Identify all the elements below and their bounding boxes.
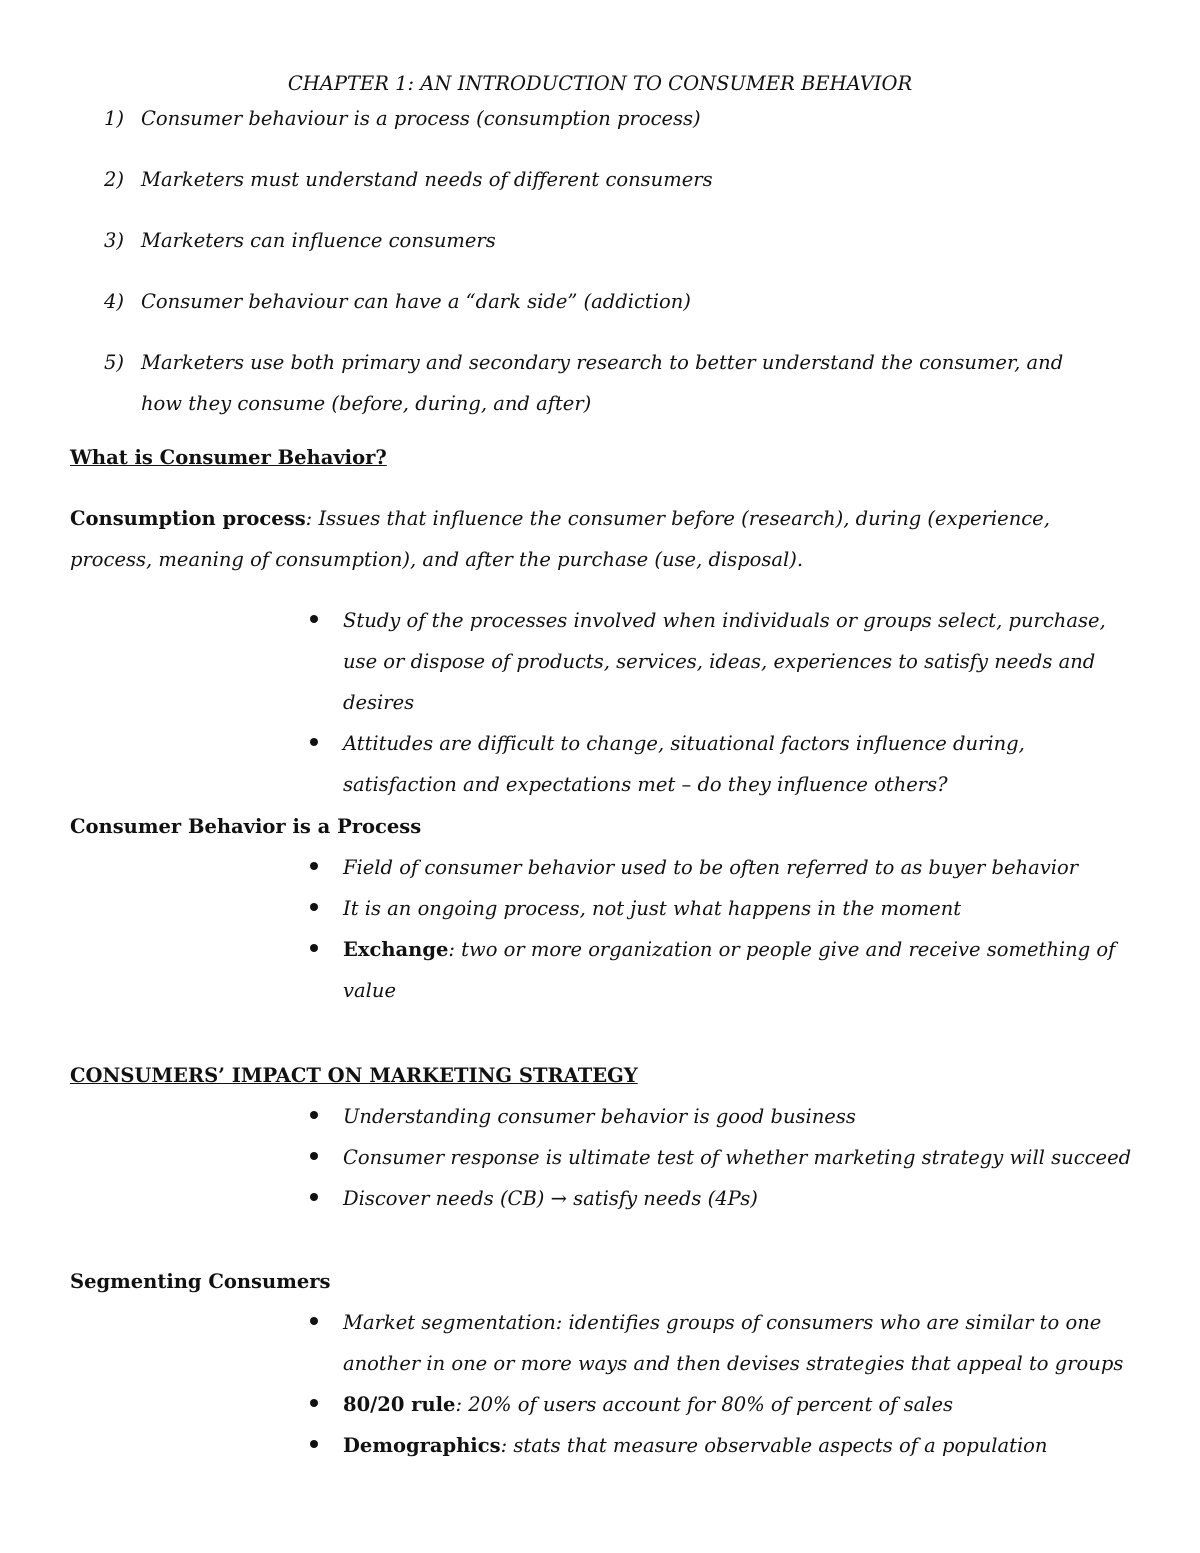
list-item-text: Consumer behaviour is a process (consumption process) bbox=[141, 107, 701, 130]
bullet-list-what-is-cb bbox=[0, 600, 1200, 805]
list-number: 3) bbox=[104, 229, 125, 252]
list-item-text: Consumer behaviour can have a “dark side” (addiction) bbox=[141, 290, 691, 313]
list-item bbox=[0, 600, 1200, 723]
definition-text: : two or more organization or people give and receive something of value bbox=[343, 938, 1116, 1002]
bullet-text: Consumer response is ultimate test of whether marketing strategy will succeed bbox=[343, 1146, 1132, 1169]
list-item bbox=[0, 159, 1200, 200]
list-item bbox=[0, 220, 1200, 261]
definition-text: : Issues that influence the consumer before (research), during (experience, process, meaning of consumption), and after the purchase (use, disposal). bbox=[70, 507, 1050, 571]
list-item bbox=[0, 1178, 1200, 1219]
list-item-text: Marketers use both primary and secondary research to better understand the consumer, and how they consume (before, during, and after) bbox=[141, 351, 1064, 415]
bullet-icon bbox=[310, 1440, 318, 1448]
list-item bbox=[0, 723, 1200, 805]
list-item bbox=[0, 1302, 1200, 1384]
term-80-20-rule: 80/20 rule bbox=[343, 1393, 456, 1416]
list-item bbox=[0, 929, 1200, 1011]
list-item-text: Marketers can influence consumers bbox=[141, 229, 496, 252]
section-heading-cb-process: Consumer Behavior is a Process bbox=[70, 815, 422, 838]
list-item bbox=[0, 98, 1200, 139]
bullet-icon bbox=[310, 862, 318, 870]
bullet-icon bbox=[310, 1317, 318, 1325]
term-consumption-process: Consumption process bbox=[70, 507, 306, 530]
bullet-text: It is an ongoing process, not just what happens in the moment bbox=[343, 897, 962, 920]
bullet-list-cb-process bbox=[0, 847, 1200, 1011]
bullet-icon bbox=[310, 944, 318, 952]
bullet-icon bbox=[310, 615, 318, 623]
list-number: 5) bbox=[104, 351, 125, 374]
chapter-title: CHAPTER 1: AN INTRODUCTION TO CONSUMER BEHAVIOR bbox=[287, 72, 913, 95]
list-number: 2) bbox=[104, 168, 125, 191]
list-item-text: Marketers must understand needs of different consumers bbox=[141, 168, 713, 191]
bullet-icon bbox=[310, 1193, 318, 1201]
bullet-text: Field of consumer behavior used to be often referred to as buyer behavior bbox=[343, 856, 1079, 879]
bullet-icon bbox=[310, 903, 318, 911]
bullet-text bbox=[343, 929, 1143, 1011]
list-item bbox=[0, 847, 1200, 888]
bullet-text: Market segmentation: identifies groups of consumers who are similar to one another in one or more ways and then devises strategies that appeal to groups bbox=[343, 1311, 1124, 1375]
bullet-text: Discover needs (CB) → satisfy needs (4Ps) bbox=[343, 1187, 758, 1210]
term-demographics: Demographics bbox=[343, 1434, 501, 1457]
bullet-text: Attitudes are difficult to change, situational factors influence during, satisfaction and expectations met – do they influence others? bbox=[343, 732, 1025, 796]
key-points-list bbox=[0, 98, 1200, 424]
bullet-text bbox=[343, 1384, 1143, 1425]
section-heading-marketing-strategy: CONSUMERS’ IMPACT ON MARKETING STRATEGY bbox=[70, 1064, 638, 1087]
list-item bbox=[0, 1384, 1200, 1425]
list-number: 1) bbox=[104, 107, 125, 130]
list-item bbox=[0, 281, 1200, 322]
bullet-list-segmenting bbox=[0, 1302, 1200, 1466]
list-number: 4) bbox=[104, 290, 125, 313]
bullet-text bbox=[343, 1425, 1143, 1466]
list-item bbox=[0, 1137, 1200, 1178]
list-item bbox=[0, 888, 1200, 929]
list-item bbox=[0, 1425, 1200, 1466]
list-item bbox=[0, 342, 1200, 424]
bullet-icon bbox=[310, 738, 318, 746]
definition-text: : 20% of users account for 80% of percent of sales bbox=[455, 1393, 954, 1416]
bullet-icon bbox=[310, 1399, 318, 1407]
term-exchange: Exchange bbox=[343, 938, 449, 961]
list-item bbox=[0, 1096, 1200, 1137]
bullet-text: Study of the processes involved when individuals or groups select, purchase, use or dispose of products, services, ideas, experiences to satisfy needs and desires bbox=[343, 609, 1106, 714]
bullet-icon bbox=[310, 1111, 318, 1119]
bullet-list-marketing-strategy bbox=[0, 1096, 1200, 1219]
bullet-icon bbox=[310, 1152, 318, 1160]
consumption-process-paragraph bbox=[70, 498, 1130, 580]
definition-text: : stats that measure observable aspects of a population bbox=[500, 1434, 1048, 1457]
bullet-text: Understanding consumer behavior is good business bbox=[343, 1105, 856, 1128]
section-heading-what-is-cb: What is Consumer Behavior? bbox=[70, 446, 387, 469]
section-heading-segmenting: Segmenting Consumers bbox=[70, 1270, 331, 1293]
